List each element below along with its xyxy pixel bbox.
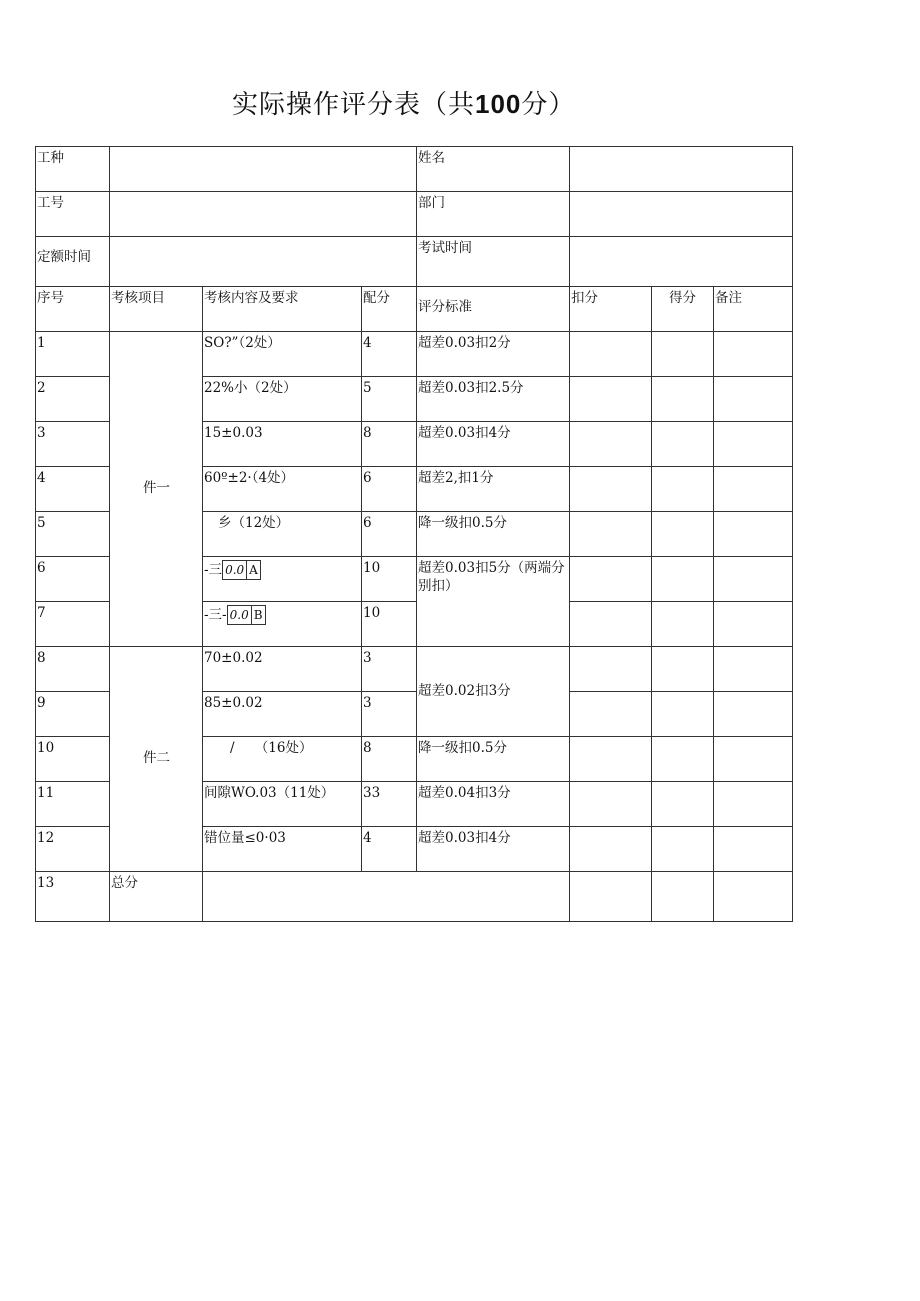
criteria-cell: 超差0.03扣5分（两端分别扣）	[417, 557, 570, 647]
content-cell: -三 0.0 A	[203, 557, 362, 602]
remark-cell[interactable]	[714, 602, 793, 647]
criteria-cell: 超差0.03扣2.5分	[417, 377, 570, 422]
quota-time-label: 定额时间	[36, 237, 110, 287]
remark-cell[interactable]	[714, 872, 793, 922]
content-cell: 60º±2·（4处）	[203, 467, 362, 512]
deduct-cell[interactable]	[570, 872, 652, 922]
group-part2: 件二	[110, 647, 203, 872]
score-cell: 8	[362, 422, 417, 467]
info-row-id	[36, 192, 793, 237]
score-cell: 3	[362, 647, 417, 692]
header-deduct: 扣分	[570, 287, 652, 332]
seq-cell: 7	[36, 602, 110, 647]
remark-cell[interactable]	[714, 557, 793, 602]
header-content: 考核内容及要求	[203, 287, 362, 332]
criteria-cell: 超差0.03扣2分	[417, 332, 570, 377]
got-cell[interactable]	[652, 782, 714, 827]
got-cell[interactable]	[652, 422, 714, 467]
id-label: 工号	[36, 192, 110, 237]
total-row	[36, 872, 793, 922]
job-type-label: 工种	[36, 147, 110, 192]
got-cell[interactable]	[652, 467, 714, 512]
score-cell: 3	[362, 692, 417, 737]
got-cell[interactable]	[652, 377, 714, 422]
content-cell: 间隙WO.03（11处）	[203, 782, 362, 827]
seq-cell: 5	[36, 512, 110, 557]
got-cell[interactable]	[652, 332, 714, 377]
dept-field[interactable]	[570, 192, 793, 237]
got-cell[interactable]	[652, 692, 714, 737]
criteria-cell: 超差0.04扣3分	[417, 782, 570, 827]
content-cell: 22%小（2处）	[203, 377, 362, 422]
table-row	[36, 647, 793, 692]
remark-cell[interactable]	[714, 332, 793, 377]
score-cell: 6	[362, 512, 417, 557]
deduct-cell[interactable]	[570, 782, 652, 827]
job-type-field[interactable]	[110, 147, 417, 192]
table-row	[36, 332, 793, 377]
criteria-cell: 降一级扣0.5分	[417, 737, 570, 782]
header-item: 考核项目	[110, 287, 203, 332]
criteria-cell: 降一级扣0.5分	[417, 512, 570, 557]
criteria-cell: 超差0.03扣4分	[417, 827, 570, 872]
group-part1: 件一	[110, 332, 203, 647]
total-points: 100	[475, 89, 522, 119]
got-cell[interactable]	[652, 872, 714, 922]
score-cell: 6	[362, 467, 417, 512]
id-field[interactable]	[110, 192, 417, 237]
criteria-cell: 超差0.03扣4分	[417, 422, 570, 467]
content-cell: 15±0.03	[203, 422, 362, 467]
got-cell[interactable]	[652, 827, 714, 872]
score-cell: 5	[362, 377, 417, 422]
remark-cell[interactable]	[714, 512, 793, 557]
deduct-cell[interactable]	[570, 737, 652, 782]
got-cell[interactable]	[652, 647, 714, 692]
header-got: 得分	[652, 287, 714, 332]
dept-label: 部门	[417, 192, 570, 237]
total-content-cell[interactable]	[203, 872, 570, 922]
total-label: 总分	[110, 872, 203, 922]
deduct-cell[interactable]	[570, 557, 652, 602]
seq-cell: 9	[36, 692, 110, 737]
deduct-cell[interactable]	[570, 602, 652, 647]
seq-cell: 6	[36, 557, 110, 602]
score-cell: 33	[362, 782, 417, 827]
got-cell[interactable]	[652, 602, 714, 647]
remark-cell[interactable]	[714, 737, 793, 782]
header-criteria: 评分标准	[417, 287, 570, 332]
content-cell: 70±0.02	[203, 647, 362, 692]
score-cell: 4	[362, 332, 417, 377]
remark-cell[interactable]	[714, 647, 793, 692]
criteria-cell: 超差0.02扣3分	[417, 647, 570, 737]
seq-cell: 2	[36, 377, 110, 422]
tolerance-frame: 0.0 A	[222, 560, 261, 580]
remark-cell[interactable]	[714, 377, 793, 422]
header-remark: 备注	[714, 287, 793, 332]
got-cell[interactable]	[652, 512, 714, 557]
remark-cell[interactable]	[714, 422, 793, 467]
seq-cell: 13	[36, 872, 110, 922]
info-row-job	[36, 147, 793, 192]
content-cell: -三- 0.0 B	[203, 602, 362, 647]
remark-cell[interactable]	[714, 827, 793, 872]
content-cell: / （16处）	[203, 737, 362, 782]
name-label: 姓名	[417, 147, 570, 192]
deduct-cell[interactable]	[570, 647, 652, 692]
score-cell: 4	[362, 827, 417, 872]
seq-cell: 10	[36, 737, 110, 782]
deduct-cell[interactable]	[570, 422, 652, 467]
content-cell: 85±0.02	[203, 692, 362, 737]
content-cell: 乡（12处）	[203, 512, 362, 557]
tolerance-frame: 0.0 B	[227, 605, 266, 625]
info-row-time	[36, 237, 793, 287]
deduct-cell[interactable]	[570, 692, 652, 737]
remark-cell[interactable]	[714, 782, 793, 827]
seq-cell: 3	[36, 422, 110, 467]
score-cell: 10	[362, 602, 417, 647]
page-title: 实际操作评分表（共100分）	[232, 89, 576, 120]
seq-cell: 12	[36, 827, 110, 872]
deduct-cell[interactable]	[570, 827, 652, 872]
content-cell: SO?”（2处）	[203, 332, 362, 377]
header-seq: 序号	[36, 287, 110, 332]
exam-time-label: 考试时间	[417, 237, 570, 287]
seq-cell: 11	[36, 782, 110, 827]
got-cell[interactable]	[652, 557, 714, 602]
header-row	[36, 287, 793, 332]
deduct-cell[interactable]	[570, 467, 652, 512]
seq-cell: 4	[36, 467, 110, 512]
quota-time-field[interactable]	[110, 237, 417, 287]
deduct-cell[interactable]	[570, 332, 652, 377]
name-field[interactable]	[570, 147, 793, 192]
seq-cell: 1	[36, 332, 110, 377]
remark-cell[interactable]	[714, 467, 793, 512]
seq-cell: 8	[36, 647, 110, 692]
deduct-cell[interactable]	[570, 377, 652, 422]
exam-time-field[interactable]	[570, 237, 793, 287]
deduct-cell[interactable]	[570, 512, 652, 557]
got-cell[interactable]	[652, 737, 714, 782]
criteria-cell: 超差2,扣1分	[417, 467, 570, 512]
score-cell: 10	[362, 557, 417, 602]
remark-cell[interactable]	[714, 692, 793, 737]
header-score: 配分	[362, 287, 417, 332]
score-cell: 8	[362, 737, 417, 782]
content-cell: 错位量≤0·03	[203, 827, 362, 872]
score-table	[35, 146, 793, 922]
